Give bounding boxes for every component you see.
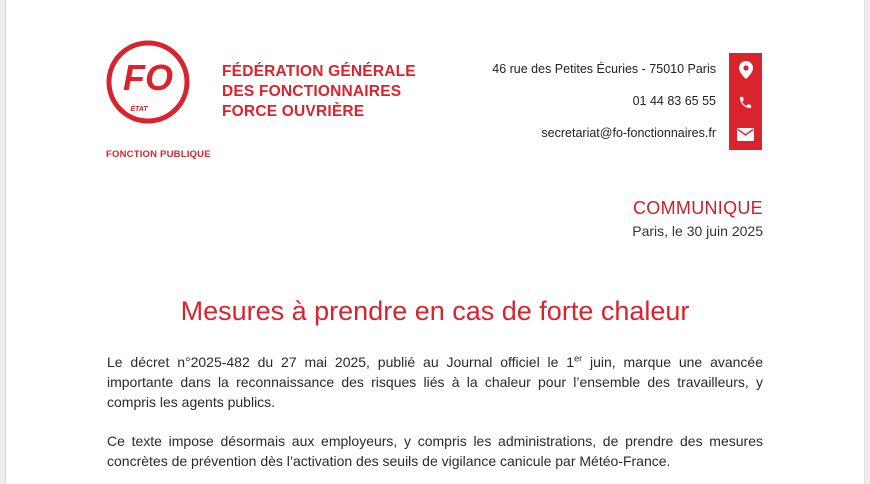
- paragraph-2: Ce texte impose désormais aux employeurs, y compris les administrations, de prendre des mesures concrètes de prévention dès l’activation des seuils de vigilance canicule par Météo-France.: [107, 433, 763, 469]
- contact-email[interactable]: secretariat@fo-fonctionnaires.fr: [541, 126, 716, 140]
- page-edge-left: [0, 0, 6, 484]
- envelope-icon: [729, 118, 762, 150]
- communique-date: Paris, le 30 juin 2025: [632, 223, 763, 239]
- phone-icon: [729, 86, 762, 118]
- organization-name: [222, 62, 416, 122]
- page-edge-right: [864, 0, 870, 484]
- location-pin-icon: [729, 54, 762, 86]
- paragraph-1-end: juin, marque une avancée importante dans la reconnaissance des risques liés à la chaleur pour l’ensemble des travailleurs, y compris les agents publics.: [107, 354, 763, 410]
- page-title: Mesures à prendre en cas de forte chaleur: [180, 296, 690, 326]
- fo-logo: [106, 40, 190, 124]
- paragraph-1: [107, 352, 763, 412]
- contact-phone[interactable]: 01 44 83 65 55: [632, 94, 716, 108]
- communique-label: COMMUNIQUE: [633, 198, 763, 218]
- logo-letters: FO: [123, 57, 173, 98]
- paragraph-1-superscript: er: [574, 353, 583, 364]
- paragraph-1-start: Le décret n°2025-482 du 27 mai 2025, publié au Journal officiel le 1: [107, 354, 575, 370]
- contact-address: 46 rue des Petites Écuries - 75010 Paris: [492, 62, 716, 76]
- org-line-2: DES FONCTIONNAIRES: [222, 83, 402, 100]
- logo-tag: ÉTAT: [130, 106, 148, 113]
- contact-icon-bar: [729, 53, 762, 150]
- org-line-1: FÉDÉRATION GÉNÉRALE: [222, 63, 416, 80]
- org-line-3: FORCE OUVRIÈRE: [222, 103, 365, 120]
- logo-subtitle: FONCTION PUBLIQUE: [106, 149, 211, 160]
